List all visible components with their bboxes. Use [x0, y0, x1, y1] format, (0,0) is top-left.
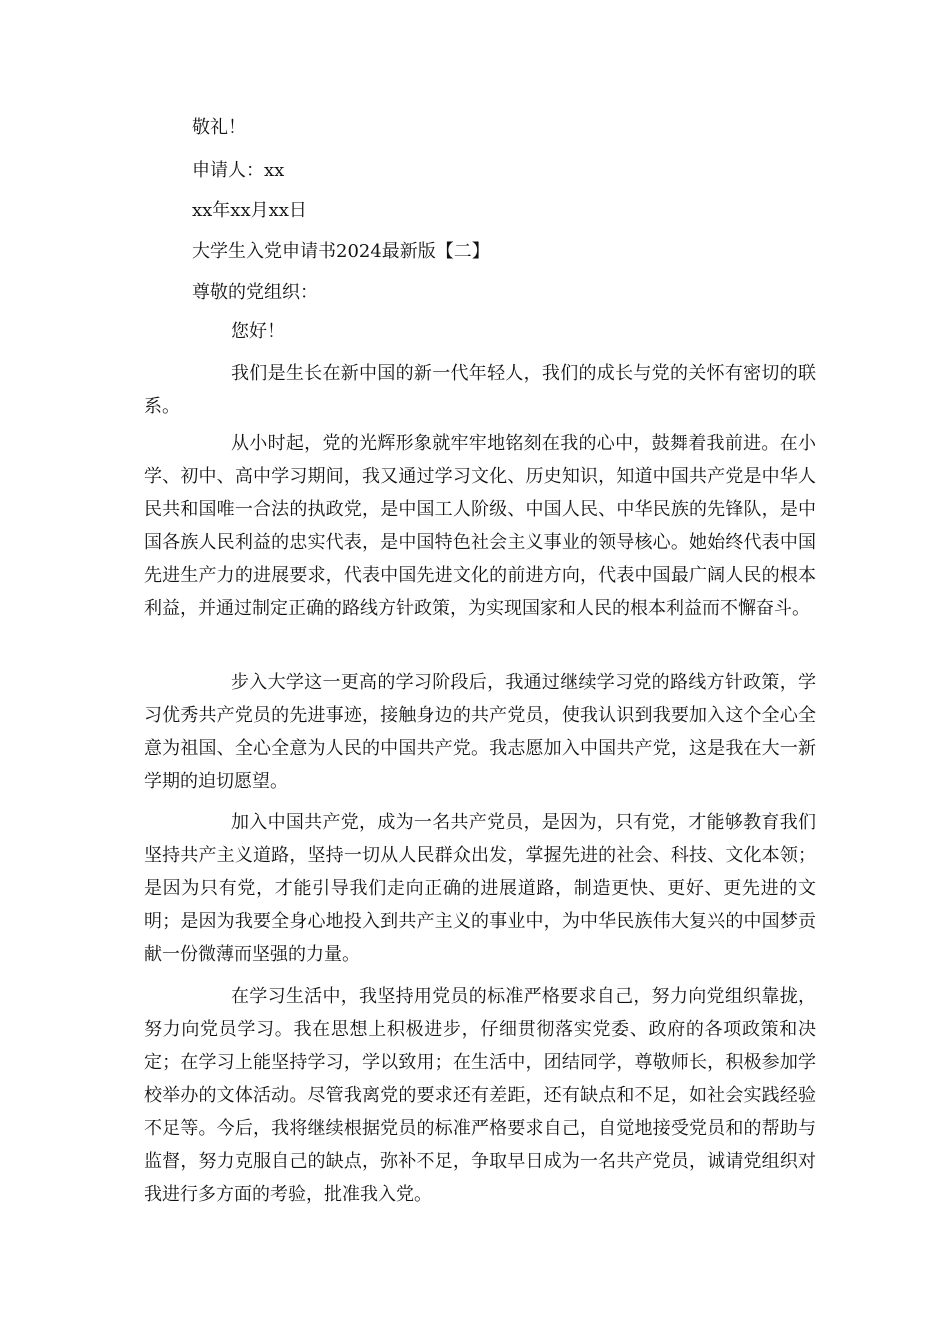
body-paragraph-5: 在学习生活中，我坚持用党员的标准严格要求自己，努力向党组织靠拢，努力向党员学习。我在思想上积极进步，仔细贯彻落实党委、政府的各项政策和决定；在学习上能坚持学习，学以致用；在生活中，团结同学，尊敬师长，积极参加学校举办的文体活动。尽管我离党的要求还有差距，还有缺点和不足，如社会实践经验不足等。今后，我将继续根据党员的标准严格要求自己，自觉地接受党员和的帮助与监督，努力克服自己的缺点，弥补不足，争取早日成为一名共产党员，诚请党组织对我进行多方面的考验，批准我入党。: [144, 986, 816, 1205]
body-paragraph-3: 步入大学这一更高的学习阶段后，我通过继续学习党的路线方针政策，学习优秀共产党员的先进事迹，接触身边的共产党员，使我认识到我要加入这个全心全意为祖国、全心全意为人民的中国共产党。我志愿加入中国共产党，这是我在大一新学期的迫切愿望。: [144, 672, 816, 792]
section-title: 大学生入党申请书2024最新版【二】: [192, 241, 490, 262]
body-paragraph-1: 我们是生长在新中国的新一代年轻人，我们的成长与党的关怀有密切的联系。: [144, 363, 816, 417]
applicant-signature: 申请人：xx: [192, 160, 285, 181]
body-paragraph-2: 从小时起，党的光辉形象就牢牢地铭刻在我的心中，鼓舞着我前进。在小学、初中、高中学习期间，我又通过学习文化、历史知识，知道中国共产党是中华人民共和国唯一合法的执政党，是中国工人阶级、中国人民、中华民族的先锋队，是中国各族人民利益的忠实代表，是中国特色社会主义事业的领导核心。她始终代表中国先进生产力的进展要求，代表中国先进文化的前进方向，代表中国最广阔人民的根本利益，并通过制定正确的路线方针政策，为实现国家和人民的根本利益而不懈奋斗。: [144, 433, 816, 619]
greeting-line: 您好！: [231, 321, 285, 342]
closing-salutation: 敬礼！: [192, 117, 246, 138]
recipient-line: 尊敬的党组织：: [192, 282, 318, 303]
application-date: xx年xx月xx日: [192, 200, 307, 221]
body-paragraph-4: 加入中国共产党，成为一名共产党员，是因为，只有党，才能够教育我们坚持共产主义道路，坚持一切从人民群众出发，掌握先进的社会、科技、文化本领；是因为只有党，才能引导我们走向正确的进展道路，制造更快、更好、更先进的文明；是因为我要全身心地投入到共产主义的事业中，为中华民族伟大复兴的中国梦贡献一份微薄而坚强的力量。: [144, 812, 816, 965]
